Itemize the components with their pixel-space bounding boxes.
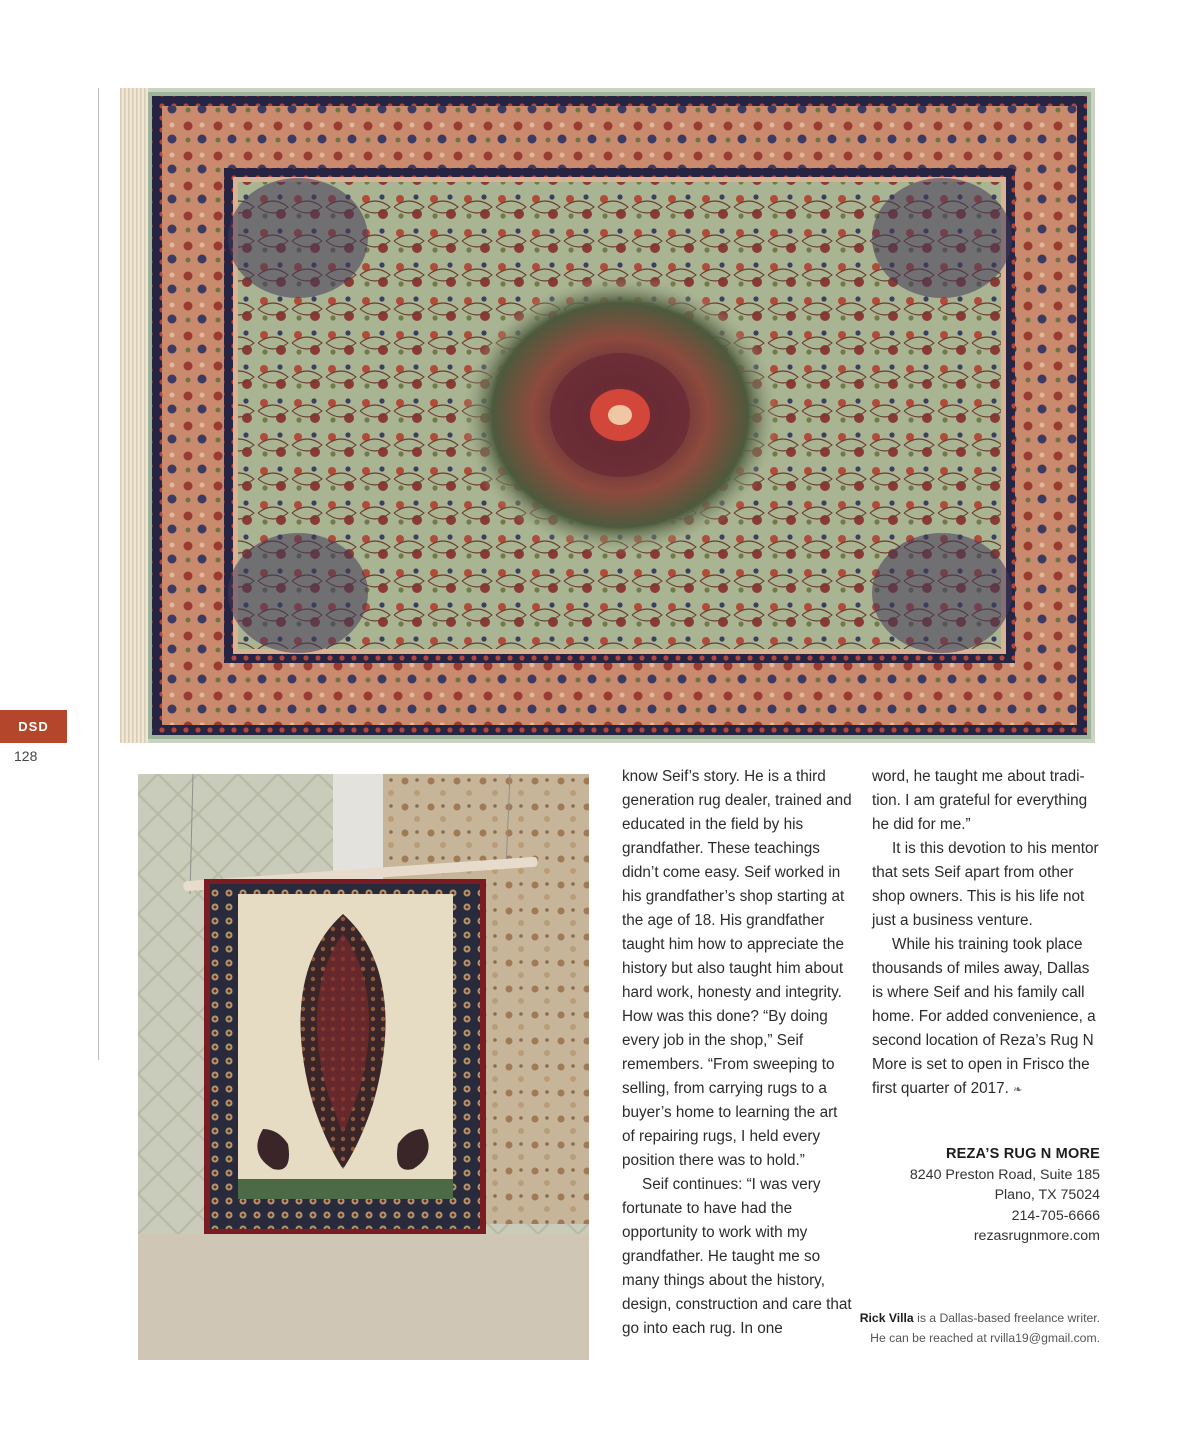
article-column-1 — [622, 765, 852, 1341]
page-number: 128 — [14, 748, 38, 764]
author-bio-text: is a Dallas-based freelance writer. He can be reached at rvilla19@gmail.com. — [870, 1311, 1100, 1345]
paragraph: Seif continues: “I was very fortunate to have had the opportunity to work with my grandfather. He taught me so many things about the history, design, construction and care that go into each rug. In one — [622, 1176, 852, 1337]
end-mark-icon: ❧ — [1013, 1084, 1023, 1096]
hanging-paisley-rug-photo — [138, 774, 589, 1360]
paragraph: word, he taught me about tradition. I am grateful for everything he did for me.” — [872, 768, 1088, 833]
author-bio — [850, 1308, 1100, 1348]
article-column-2 — [872, 765, 1102, 1102]
business-website: rezasrugnmore.com — [973, 1228, 1100, 1244]
section-tab — [0, 710, 67, 743]
business-phone: 214-705-6666 — [1011, 1207, 1100, 1224]
paragraph-text: While his training took place thousands of miles away, Dallas is where Seif and his family call home. For added convenience, a second location of Reza’s Rug N More is set to open in Frisco the first quarter of 2017. — [872, 936, 1096, 1097]
paragraph: know Seif’s story. He is a third generation rug dealer, trained and educated in the field by his grandfather. These teachings didn’t come easy. Seif worked in his grandfather’s shop starting at the age of 18. His grandfather taught him how to appreciate the history but also taught him about hard work, honesty and integrity. How was this done? “By doing every job in the shop,” Seif remembers. “From sweeping to selling, from carrying rugs to a buyer’s home to learning the art of repairing rugs, I held every position there was to hold.” — [622, 768, 852, 1169]
margin-rule — [98, 88, 99, 1060]
section-tab-label: DSD — [18, 719, 49, 734]
business-contact — [840, 1144, 1100, 1247]
business-address: 8240 Preston Road, Suite 185 — [909, 1166, 1100, 1183]
business-name: REZA’S RUG N MORE — [945, 1146, 1100, 1162]
paragraph: It is this devotion to his mentor that sets Seif apart from other shop owners. This is his life not just a business venture. — [872, 840, 1099, 929]
persian-rug-photo — [120, 88, 1095, 743]
author-name: Rick Villa — [859, 1311, 914, 1325]
business-city: Plano, TX 75024 — [994, 1187, 1100, 1203]
paragraph — [872, 933, 1102, 1102]
